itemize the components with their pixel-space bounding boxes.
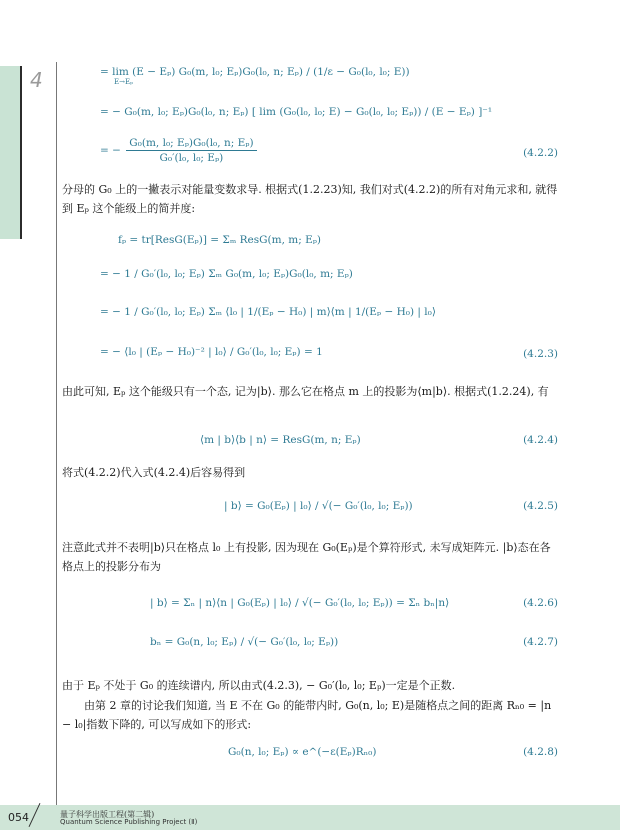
equation-f2: = − 1 / G₀′(l₀, l₀; Eₚ) Σₘ G₀(m, l₀; Eₚ)G₀(l₀, m; Eₚ) <box>100 268 353 280</box>
equation-line-3: = − $\frac{\text{G₀(m, l₀; Eₚ)G₀(l₀, n; Eₚ)}}{\text{G₀′(l₀, l₀; Eₚ)}}$ <box>100 137 550 164</box>
paragraph-2: 由此可知, Eₚ 这个能级只有一个态, 记为|b⟩. 那么它在格点 m 上的投影为⟨m|b⟩. 根据式(1.2.24), 有 <box>62 385 549 398</box>
series-title-cn: 量子科学出版工程(第二辑) <box>60 810 155 819</box>
equation-number-4-2-5: (4.2.5) <box>523 500 558 512</box>
fraction: $\frac{\text{G₀(m, l₀; Eₚ)G₀(l₀, n; Eₚ)}}{\text{G₀′(l₀, l₀; Eₚ)}}$ <box>126 137 256 164</box>
equation-number-4-2-7: (4.2.7) <box>523 636 558 648</box>
equation-f4: = − ⟨l₀ | (Eₚ − H₀)⁻² | l₀⟩ / G₀′(l₀, l₀; Eₚ) = 1 <box>100 346 323 358</box>
equation-4-2-6: | b⟩ = Σₙ | n⟩⟨n | G₀(Eₚ) | l₀⟩ / √(− G₀′(l₀, l₀; Eₚ)) = Σₙ bₙ|n⟩ <box>150 597 450 609</box>
paragraph-3: 将式(4.2.2)代入式(4.2.4)后容易得到 <box>62 466 246 479</box>
page-number: 054 <box>8 811 29 824</box>
series-title-en: Quantum Science Publishing Project (Ⅱ) <box>60 818 198 826</box>
paragraph-5: 由于 Eₚ 不处于 G₀ 的连续谱内, 所以由式(4.2.3), − G₀′(l₀, l₀; Eₚ)一定是个正数. <box>62 679 456 692</box>
equation-4-2-7: bₙ = G₀(n, l₀; Eₚ) / √(− G₀′(l₀, l₀; Eₚ)) <box>150 636 339 648</box>
chapter-number: 4 <box>30 68 43 92</box>
equation-number-4-2-8: (4.2.8) <box>523 746 558 758</box>
equation-line-1: = lim (E − Eₚ) G₀(m, l₀; Eₚ)G₀(l₀, n; Eₚ) / (1/ε − G₀(l₀, l₀; E)) E→Eₚ <box>100 66 550 86</box>
equation-f3: = − 1 / G₀′(l₀, l₀; Eₚ) Σₘ ⟨l₀ | 1/(Eₚ − H₀) | m⟩⟨m | 1/(Eₚ − H₀) | l₀⟩ <box>100 306 436 318</box>
equation-number-4-2-2: (4.2.2) <box>523 147 558 159</box>
limit-subscript: E→Eₚ <box>114 78 133 86</box>
paragraph-6: 由第 2 章的讨论我们知道, 当 E 不在 G₀ 的能带内时, G₀(n, l₀; E)是随格点之间的距离 Rₙ₀ = |n − l₀|指数下降的, 可以写成如下的形式: <box>62 699 552 731</box>
equation-4-2-8: G₀(n, l₀; Eₚ) ∝ e^(−ε(Eₚ)Rₙ₀) <box>228 746 377 758</box>
margin-rule <box>56 62 57 817</box>
paragraph-1: 分母的 G₀ 上的一撇表示对能量变数求导. 根据式(1.2.23)知, 我们对式(4.2.2)的所有对角元求和, 就得到 Eₚ 这个能级上的简并度: <box>62 183 558 215</box>
equation-f1: fₚ = tr[ResG(Eₚ)] = Σₘ ResG(m, m; Eₚ) <box>118 234 322 246</box>
equation-number-4-2-4: (4.2.4) <box>523 434 558 446</box>
equation-4-2-4: ⟨m | b⟩⟨b | n⟩ = ResG(m, n; Eₚ) <box>200 434 361 446</box>
equation-number-4-2-3: (4.2.3) <box>523 348 558 360</box>
chapter-side-tab <box>0 66 22 239</box>
equation-number-4-2-6: (4.2.6) <box>523 597 558 609</box>
paragraph-4: 注意此式并不表明|b⟩只在格点 l₀ 上有投影, 因为现在 G₀(Eₚ)是个算符形式, 未写成矩阵元. |b⟩态在各格点上的投影分布为 <box>62 541 551 573</box>
equation-4-2-5: | b⟩ = G₀(Eₚ) | l₀⟩ / √(− G₀′(l₀, l₀; Eₚ)) <box>224 500 413 512</box>
equation-line-2: = − G₀(m, l₀; Eₚ)G₀(l₀, n; Eₚ) [ lim (G₀(l₀, l₀; E) − G₀(l₀, l₀; Eₚ)) / (E − Eₚ) ]⁻¹ <box>100 106 493 118</box>
